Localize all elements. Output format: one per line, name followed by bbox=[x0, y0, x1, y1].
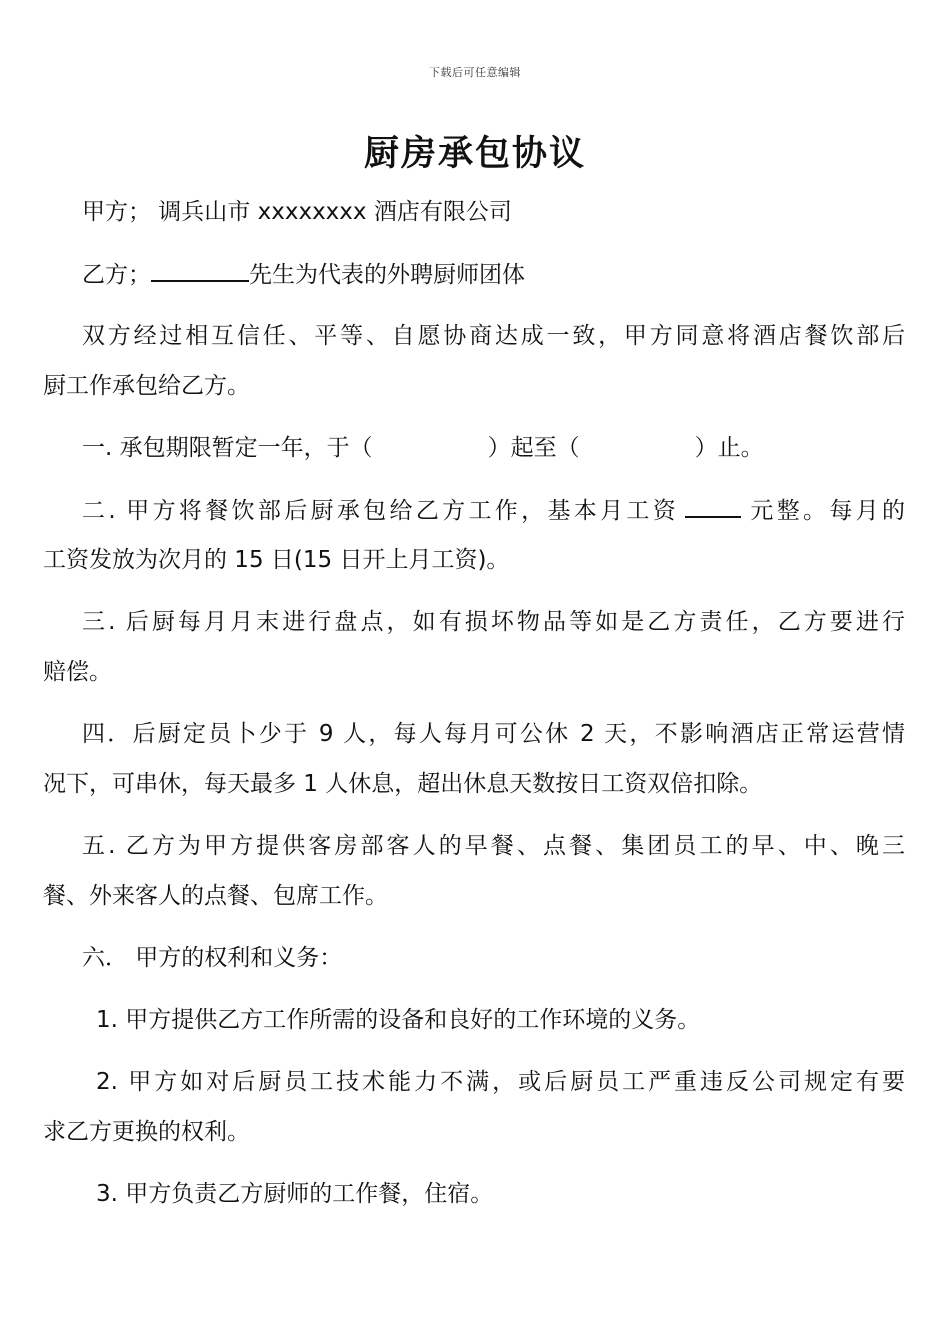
party-b-suffix: 先生为代表的外聘厨师团体 bbox=[249, 262, 525, 288]
salary-blank bbox=[685, 494, 741, 518]
clause-5-line-1: 五. 乙方为甲方提供客房部客人的早餐、点餐、集团员工的早、中、晚三 bbox=[82, 833, 905, 859]
intro-line-2: 厨工作承包给乙方。 bbox=[43, 373, 250, 399]
clause-2-prefix: 二. 甲方将餐饮部后厨承包给乙方工作，基本月工资 bbox=[82, 498, 680, 524]
party-b-prefix: 乙方； bbox=[82, 262, 151, 288]
clause-6-item-3: 3. 甲方负责乙方厨师的工作餐，住宿。 bbox=[96, 1181, 494, 1207]
clause-2-line-2: 工资发放为次月的 15 日(15 日开上月工资)。 bbox=[43, 547, 510, 573]
clause-3-line-2: 赔偿。 bbox=[43, 659, 112, 685]
clause-1: 一. 承包期限暂定一年，于（ ）起至（ ）止。 bbox=[82, 435, 764, 461]
clause-5-line-2: 餐、外来客人的点餐、包席工作。 bbox=[43, 883, 388, 909]
clause-2-line-1 bbox=[82, 494, 905, 527]
clause-2-suffix: 元整。每月的 bbox=[747, 498, 906, 524]
clause-6-item-1: 1. 甲方提供乙方工作所需的设备和良好的工作环境的义务。 bbox=[96, 1007, 701, 1033]
clause-3-line-1: 三. 后厨每月月末进行盘点，如有损坏物品等如是乙方责任，乙方要进行 bbox=[82, 609, 905, 635]
intro-line-1: 双方经过相互信任、平等、自愿协商达成一致，甲方同意将酒店餐饮部后 bbox=[82, 323, 905, 349]
clause-6-item-2-line-1: 2. 甲方如对后厨员工技术能力不满，或后厨员工严重违反公司规定有要 bbox=[96, 1069, 905, 1095]
clause-6-heading: 六． 甲方的权利和义务： bbox=[82, 945, 343, 971]
document-title: 厨房承包协议 bbox=[363, 134, 586, 174]
header-note: 下载后可任意编辑 bbox=[429, 66, 521, 79]
clause-4-line-2: 况下，可串休，每天最多 1 人休息，超出休息天数按日工资双倍扣除。 bbox=[43, 771, 763, 797]
clause-4-line-1: 四．后厨定员卜少于 9 人，每人每月可公休 2 天，不影响酒店正常运营情 bbox=[82, 721, 905, 747]
party-b-line bbox=[82, 258, 944, 291]
clause-6-item-2-line-2: 求乙方更换的权利。 bbox=[43, 1119, 250, 1145]
party-a-line: 甲方； 调兵山市 xxxxxxxx 酒店有限公司 bbox=[82, 199, 512, 225]
representative-name-blank bbox=[151, 258, 249, 282]
